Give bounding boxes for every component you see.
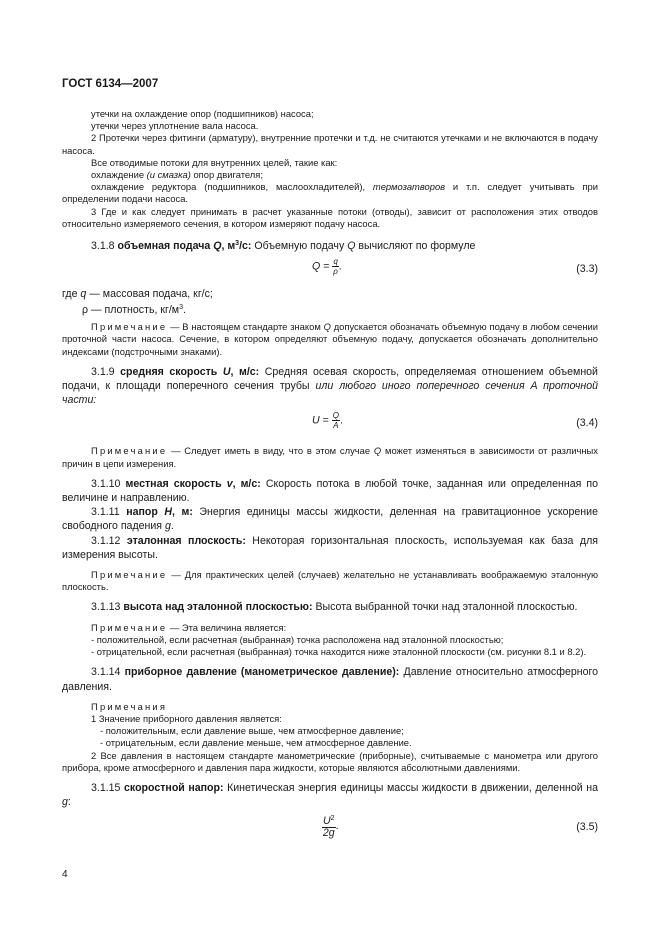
flows-intro: Все отводимые потоки для внутренних целей, такие как: [91,156,338,168]
note-3-1-12: Примечание — Для практических целей (случаев) желательно не устанавливать воображаемую эталонную плоскость. [62,569,598,593]
section-3-1-14: 3.1.14 приборное давление (манометрическое давление): Давление относительно атмосферного давления. [62,666,598,693]
cooling-line: охлаждение (и смазка) опор двигателя; [91,169,263,181]
note-3: 3 Где и как следует принимать в расчет указанные потоки (отводы), зависит от расположения этих отводов относительно измеряемого сечения, в котором измеряют подачу насоса. [62,205,598,229]
formula-3-4 [62,411,598,441]
formula-3-5-number: (3.5) [576,821,598,834]
formula-3-3 [62,257,598,287]
page-header: ГОСТ 6134—2007 [62,78,159,90]
section-3-1-10: 3.1.10 местная скорость v, м/с: Скорость потока в любой точке, заданная или определенная по величине и направлению. [62,477,599,505]
note-3-1-13: Примечание — Эта величина является: [91,621,287,633]
section-3-1-12: 3.1.12 эталонная плоскость: Некоторая горизонтальная плоскость, используемая как база для измерения высоты. [62,534,598,561]
section-3-1-11: 3.1.11 напор H, м: Энергия единицы массы жидкости, деленная на гравитационное ускорение свободного падения g. [62,506,598,533]
section-3-1-8: 3.1.8 объемная подача Q, $м^3/с$: Объемную подачу Q вычисляют по формуле [91,240,476,253]
section-3-1-15: 3.1.15 скоростной напор: Кинетическая энергия единицы массы жидкости в движении, деленной на g: [62,781,598,809]
note-3-1-13-item-2: - отрицательной, если расчетная (выбранная) точка находится ниже эталонной плоскости (см. рисунки 8.1 и 8.2). [91,646,587,658]
section-3-1-13: 3.1.13 высота над эталонной плоскостью: Высота выбранной точки над эталонной плоскостью. [91,601,578,614]
formula-3-4-number: (3.4) [576,417,598,430]
note-3-1-8: Примечание — В настоящем стандарте знаком Q допускается обозначать объемную подачу в любом сечении проточной части насоса. Сечение, в котором определяют объемную подачу, допускается обозначать дополнительно индексами (подстрочными знаками). [62,321,598,357]
formula-3-3-number: (3.3) [576,263,598,276]
formula-3-5-expr: $\frac{U^2}{2g}$ . [322,815,339,840]
page-content [62,108,598,847]
note-3-1-13-item-1: - положительной, если расчетная (выбранная) точка расположена над эталонной плоскостью; [91,633,504,645]
note-3-1-14-1-item-2: - отрицательным, если давление меньше, чем атмосферное давление. [100,737,412,749]
page-number: 4 [62,869,68,880]
note-3-1-14-1: 1 Значение приборного давления является: [91,712,282,724]
formula-3-4-expr: U = $\frac{Q}{A}$ . [312,411,343,431]
reducer-line: охлаждение редуктора (подшипников, маслоохладителей), термозатворов и т.п. следует учитывать при определении подачи насоса. [62,181,598,205]
intro-line-2: утечки через уплотнение вала насоса. [91,120,259,132]
note-3-1-14-1-item-1: - положительным, если давление выше, чем атмосферное давление; [100,725,404,737]
note-2: 2 Протечки через фитинги (арматуру), внутренние протечки и т.д. не считаются утечками и не включаются в подачу насоса. [62,132,598,156]
note-3-1-14-2: 2 Все давления в настоящем стандарте манометрические (приборные), считываемые с манометра или другого прибора, кроме атмосферного и давления пара жидкости, которые являются абсолютными давлениями. [62,749,598,773]
formula-3-5 [62,813,598,847]
intro-line-1: утечки на охлаждение опор (подшипников) насоса; [91,108,314,119]
formula-3-3-expr: Q = $\frac{q}{\rho}$ . [312,257,342,277]
section-3-1-9: 3.1.9 средняя скорость U, м/с: Средняя осевая скорость, определяемая отношением объемной подачи, к площади поперечного сечения трубы или любого иного поперечного сечения A проточной части: [62,365,598,407]
where-rho: ρ — плотность, $кг/м^3$. [82,304,186,317]
where-block [62,287,598,317]
where-q: где q — массовая подача, кг/с; [62,288,213,301]
note-3-1-9: Примечание — Следует иметь в виду, что в этом случае Q может изменяться в зависимости от различных причин в цепи измерения. [62,445,598,469]
notes-label: Примечания [91,700,168,712]
